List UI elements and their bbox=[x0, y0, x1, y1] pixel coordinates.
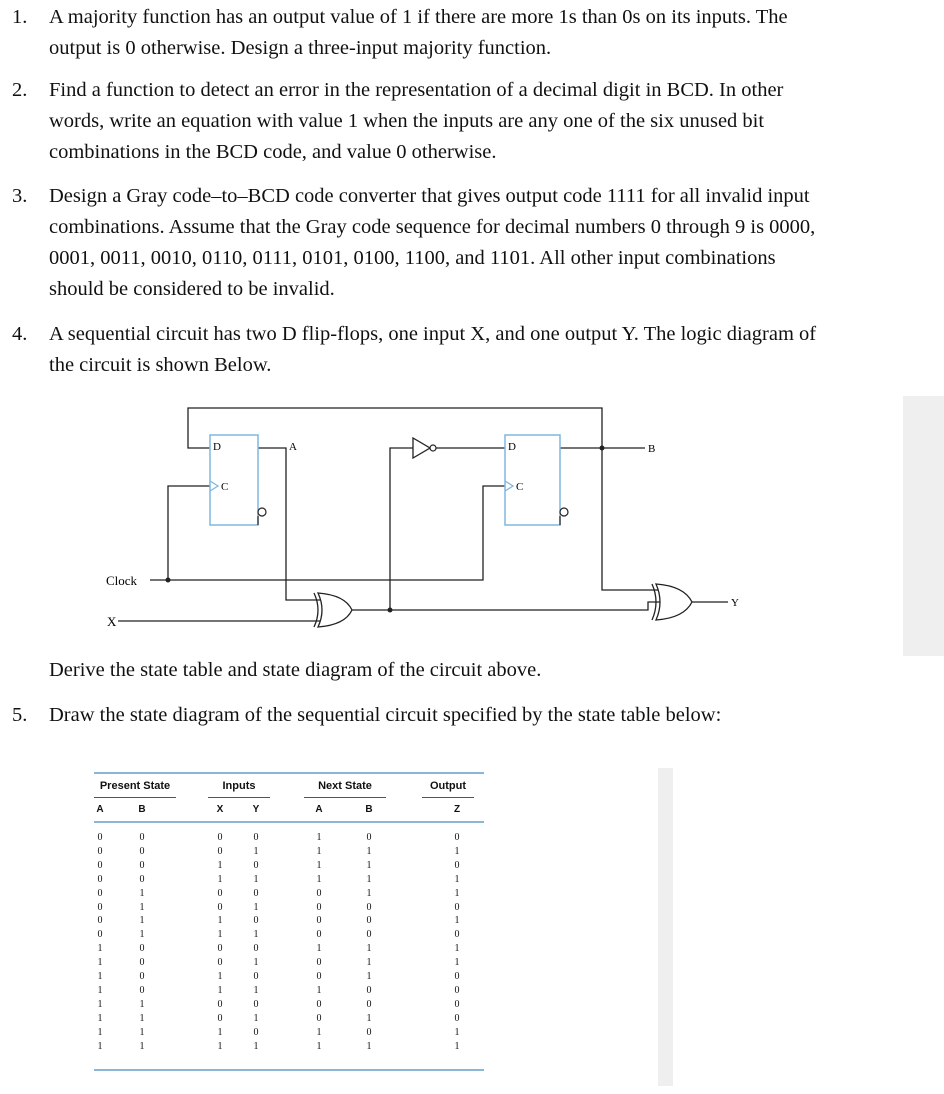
table-cell: 0 bbox=[366, 984, 372, 996]
table-cell: 0 bbox=[253, 915, 259, 927]
wire-b-down bbox=[602, 448, 660, 590]
col-header-a: A bbox=[96, 804, 104, 815]
table-cell: 1 bbox=[316, 832, 322, 843]
ff-d-label: D bbox=[508, 441, 516, 453]
table-cell: 0 bbox=[366, 901, 372, 913]
table-cell: 1 bbox=[217, 971, 223, 983]
col-header-z: Z bbox=[453, 804, 461, 815]
table-cell: 0 bbox=[253, 887, 259, 899]
col-header-b: B bbox=[138, 804, 146, 815]
table-cell: 1 bbox=[316, 873, 322, 885]
derive-text: Derive the state table and state diagram of the circuit above. bbox=[49, 659, 542, 681]
table-cell: 0 bbox=[366, 832, 372, 843]
table-cell: 1 bbox=[316, 943, 322, 955]
table-cell: 1 bbox=[454, 915, 460, 927]
col-header-next-b: B bbox=[365, 804, 373, 815]
header-next-state: Next State bbox=[318, 780, 372, 792]
table-cell: 0 bbox=[454, 901, 460, 913]
inverter-gate bbox=[413, 438, 436, 458]
table-top-rule bbox=[94, 772, 484, 774]
table-cell: 1 bbox=[316, 859, 322, 871]
table-cell: 1 bbox=[366, 887, 372, 899]
table-cell: 1 bbox=[253, 957, 259, 969]
col-header-y: Y bbox=[252, 804, 260, 815]
col-next-a-values bbox=[311, 831, 327, 1054]
table-cell: 1 bbox=[97, 971, 103, 983]
table-cell: 1 bbox=[253, 845, 259, 857]
question-number: 4. bbox=[12, 323, 28, 345]
table-cell: 0 bbox=[454, 859, 460, 871]
question-line: combinations. Assume that the Gray code sequence for decimal numbers 0 through 9 is 0000, bbox=[49, 216, 816, 238]
table-cell: 1 bbox=[217, 929, 223, 941]
table-cell: 0 bbox=[366, 915, 372, 927]
table-cell: 1 bbox=[253, 901, 259, 913]
table-cell: 1 bbox=[316, 984, 322, 996]
wire-and1-out bbox=[348, 448, 413, 610]
group-rule bbox=[94, 797, 176, 798]
col-b-values bbox=[134, 831, 150, 1054]
col-a-values bbox=[92, 831, 108, 1054]
table-cell: 1 bbox=[217, 859, 223, 871]
table-bottom-rule bbox=[94, 1069, 484, 1071]
col-header-x: X bbox=[216, 804, 224, 815]
table-cell: 0 bbox=[139, 832, 145, 843]
ff-c-label: C bbox=[516, 481, 524, 493]
table-cell: 0 bbox=[217, 901, 223, 913]
table-cell: 0 bbox=[316, 929, 322, 941]
side-panel bbox=[658, 768, 673, 1086]
clock-label: Clock bbox=[106, 573, 138, 588]
table-cell: 0 bbox=[97, 873, 103, 885]
group-rule bbox=[422, 797, 474, 798]
table-cell: 1 bbox=[454, 1040, 460, 1052]
table-cell: 0 bbox=[316, 1012, 322, 1024]
table-cell: 1 bbox=[316, 1040, 322, 1052]
table-cell: 1 bbox=[139, 929, 145, 941]
question-line: Draw the state diagram of the sequential circuit specified by the state table below: bbox=[49, 704, 722, 726]
table-cell: 0 bbox=[454, 971, 460, 983]
table-cell: 1 bbox=[454, 845, 460, 857]
table-cell: 1 bbox=[217, 1026, 223, 1038]
table-cell: 0 bbox=[97, 887, 103, 899]
question-line: the circuit is shown Below. bbox=[49, 354, 272, 376]
header-inputs: Inputs bbox=[222, 780, 256, 792]
ff-d-label: D bbox=[213, 441, 221, 453]
junction-dot bbox=[166, 578, 171, 583]
table-cell: 1 bbox=[97, 943, 103, 955]
table-cell: 1 bbox=[366, 971, 372, 983]
ff-c-label: C bbox=[221, 481, 229, 493]
table-cell: 1 bbox=[97, 984, 103, 996]
question-line: should be considered to be invalid. bbox=[49, 278, 335, 300]
table-cell: 0 bbox=[454, 984, 460, 996]
group-rule bbox=[304, 797, 386, 798]
table-cell: 1 bbox=[97, 1012, 103, 1024]
col-y-values bbox=[248, 831, 264, 1054]
table-cell: 0 bbox=[139, 971, 145, 983]
table-cell: 1 bbox=[454, 943, 460, 955]
junction-dot bbox=[388, 608, 393, 613]
header-output: Output bbox=[429, 780, 467, 792]
table-cell: 1 bbox=[316, 1026, 322, 1038]
table-cell: 1 bbox=[139, 915, 145, 927]
table-cell: 0 bbox=[253, 832, 259, 843]
table-cell: 0 bbox=[316, 971, 322, 983]
table-cell: 1 bbox=[139, 1026, 145, 1038]
table-cell: 0 bbox=[139, 984, 145, 996]
table-cell: 1 bbox=[366, 859, 372, 871]
table-cell: 0 bbox=[217, 845, 223, 857]
table-cell: 1 bbox=[316, 845, 322, 857]
table-cell: 0 bbox=[316, 957, 322, 969]
table-cell: 1 bbox=[139, 887, 145, 899]
table-cell: 1 bbox=[366, 845, 372, 857]
table-cell: 0 bbox=[454, 1012, 460, 1024]
table-cell: 0 bbox=[97, 901, 103, 913]
table-cell: 0 bbox=[139, 873, 145, 885]
table-cell: 0 bbox=[316, 915, 322, 927]
wire-a bbox=[258, 448, 320, 600]
table-cell: 0 bbox=[316, 887, 322, 899]
table-cell: 0 bbox=[217, 832, 223, 843]
question-number: 5. bbox=[12, 704, 28, 726]
table-cell: 0 bbox=[217, 943, 223, 955]
table-cell: 1 bbox=[366, 1040, 372, 1052]
table-cell: 1 bbox=[454, 873, 460, 885]
table-cell: 1 bbox=[217, 915, 223, 927]
table-cell: 0 bbox=[316, 998, 322, 1010]
table-cell: 1 bbox=[217, 1040, 223, 1052]
table-cell: 0 bbox=[454, 929, 460, 941]
table-cell: 0 bbox=[97, 832, 103, 843]
clock-wire bbox=[168, 486, 210, 580]
question-line: output is 0 otherwise. Design a three-input majority function. bbox=[49, 37, 552, 59]
question-number: 3. bbox=[12, 185, 28, 207]
table-cell: 0 bbox=[366, 929, 372, 941]
col-next-b-values bbox=[361, 831, 377, 1054]
table-cell: 0 bbox=[253, 859, 259, 871]
table-cell: 1 bbox=[97, 957, 103, 969]
table-cell: 1 bbox=[253, 1012, 259, 1024]
table-cell: 1 bbox=[366, 873, 372, 885]
col-header-next-a: A bbox=[315, 804, 323, 815]
question-line: combinations in the BCD code, and value 0 otherwise. bbox=[49, 141, 497, 163]
table-cell: 1 bbox=[366, 943, 372, 955]
table-cell: 1 bbox=[139, 1040, 145, 1052]
table-cell: 0 bbox=[139, 859, 145, 871]
state-table bbox=[88, 770, 488, 1075]
table-cell: 1 bbox=[366, 1012, 372, 1024]
table-cell: 0 bbox=[253, 943, 259, 955]
question-number: 1. bbox=[12, 6, 28, 28]
table-cell: 1 bbox=[217, 873, 223, 885]
ff-output-label: A bbox=[289, 441, 297, 453]
table-cell: 0 bbox=[139, 957, 145, 969]
table-cell: 0 bbox=[139, 845, 145, 857]
table-cell: 1 bbox=[253, 1040, 259, 1052]
table-cell: 1 bbox=[217, 984, 223, 996]
table-cell: 1 bbox=[139, 1012, 145, 1024]
table-cell: 0 bbox=[217, 998, 223, 1010]
question-number: 2. bbox=[12, 79, 28, 101]
table-cell: 0 bbox=[366, 998, 372, 1010]
ff-output-label: B bbox=[648, 443, 656, 455]
table-cell: 0 bbox=[454, 832, 460, 843]
question-line: A sequential circuit has two D flip-flops, one input X, and one output Y. The logic diagram of bbox=[49, 323, 817, 345]
header-bottom-rule bbox=[94, 821, 484, 823]
table-cell: 1 bbox=[454, 1026, 460, 1038]
table-cell: 0 bbox=[253, 1026, 259, 1038]
table-cell: 0 bbox=[366, 1026, 372, 1038]
table-cell: 1 bbox=[139, 901, 145, 913]
table-cell: 1 bbox=[454, 957, 460, 969]
question-line: words, write an equation with value 1 when the inputs are any one of the six unused bit bbox=[49, 110, 765, 132]
table-cell: 0 bbox=[97, 859, 103, 871]
table-cell: 0 bbox=[97, 845, 103, 857]
table-cell: 0 bbox=[217, 957, 223, 969]
table-cell: 0 bbox=[316, 901, 322, 913]
table-cell: 1 bbox=[97, 998, 103, 1010]
question-line: 0001, 0011, 0010, 0110, 0111, 0101, 0100, 1100, and 1101. All other input combinations bbox=[49, 247, 776, 269]
question-line: Find a function to detect an error in the representation of a decimal digit in BCD. In other bbox=[49, 79, 784, 101]
table-cell: 1 bbox=[97, 1026, 103, 1038]
col-z-values bbox=[449, 831, 465, 1054]
table-cell: 1 bbox=[253, 929, 259, 941]
wire-to-and2 bbox=[390, 602, 660, 610]
y-label: Y bbox=[731, 597, 739, 609]
table-cell: 1 bbox=[97, 1040, 103, 1052]
x-label: X bbox=[107, 614, 117, 629]
logic-diagram bbox=[0, 380, 944, 650]
table-cell: 0 bbox=[217, 1012, 223, 1024]
table-cell: 1 bbox=[454, 887, 460, 899]
group-rule bbox=[208, 797, 270, 798]
table-cell: 1 bbox=[366, 957, 372, 969]
table-cell: 1 bbox=[253, 873, 259, 885]
table-cell: 0 bbox=[139, 943, 145, 955]
table-cell: 1 bbox=[253, 984, 259, 996]
junction-dot bbox=[600, 446, 605, 451]
table-cell: 0 bbox=[217, 887, 223, 899]
table-cell: 0 bbox=[97, 915, 103, 927]
table-cell: 1 bbox=[139, 998, 145, 1010]
header-present-state: Present State bbox=[99, 780, 171, 792]
question-line: Design a Gray code–to–BCD code converter that gives output code 1111 for all invalid input bbox=[49, 185, 810, 207]
table-cell: 0 bbox=[253, 971, 259, 983]
table-cell: 0 bbox=[253, 998, 259, 1010]
col-x-values bbox=[212, 831, 228, 1054]
xor-gate-1 bbox=[314, 593, 352, 627]
question-line: A majority function has an output value of 1 if there are more 1s than 0s on its inputs. The bbox=[49, 6, 788, 28]
table-cell: 0 bbox=[454, 998, 460, 1010]
table-cell: 0 bbox=[97, 929, 103, 941]
